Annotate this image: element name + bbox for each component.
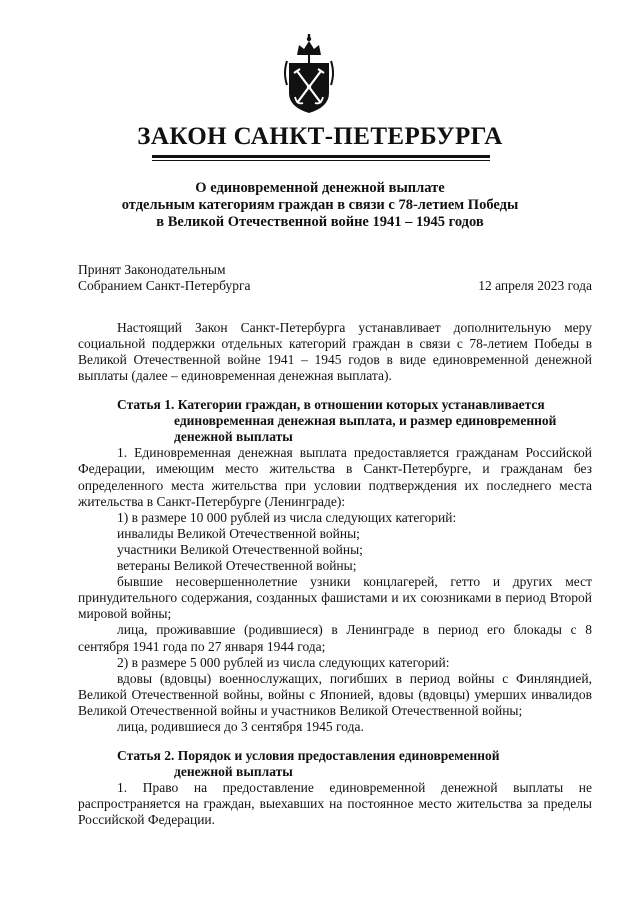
heading-line: отдельным категориям граждан в связи с 78-летием Победы [121,197,519,213]
article-title-line: Статья 1. Категории граждан, в отношении которых устанавливается [117,397,545,413]
article-paragraph: 2) в размере 5 000 рублей из числа следующих категорий: [117,654,450,670]
article-title-line: денежной выплаты [174,764,293,780]
article-paragraph: участники Великой Отечественной войны; [117,541,363,557]
article-paragraph: 1. Право на предоставление единовременной денежной выплаты не распространяется на граждан, выехавших на постоянное место жительства за пределы Российской Федерации. [78,780,592,828]
article-paragraph: 1) в размере 10 000 рублей из числа следующих категорий: [117,509,457,525]
article-1-heading [78,397,592,445]
title-divider-thick [152,155,490,158]
heading-line: в Великой Отечественной войне 1941 – 1945 годов [156,214,484,230]
adoption-date: 12 апреля 2023 года [478,278,592,293]
document-heading [60,180,580,231]
article-paragraph: бывшие несовершеннолетние узники концлагерей, гетто и других мест принудительного содержания, созданных фашистами и их союзниками в период Второй мировой войны; [78,574,592,622]
saint-petersburg-coat-of-arms-emblem [283,33,335,115]
article-paragraph: 1. Единовременная денежная выплата предоставляется гражданам Российской Федерации, имеющим место жительства в Санкт-Петербурге, и гражданам без определенного места жительства при условии подтверждения их последнего места жительства в Санкт-Петербурге (Ленинграде): [78,445,592,509]
adoption-line: Принят Законодательным [78,262,226,277]
adoption-line: Собранием Санкт-Петербурга [78,278,251,293]
adoption-note [78,262,251,294]
article-title-line: единовременная денежная выплата, и размер единовременной [174,413,557,429]
article-paragraph: вдовы (вдовцы) военнослужащих, погибших в период войны с Финляндией, Великой Отечественной войны, войны с Японией, вдовы (вдовцы) умерших инвалидов Великой Отечественной войны и участников Великой Отечественной войны; [78,670,592,718]
law-title: ЗАКОН САНКТ-ПЕТЕРБУРГА [137,123,503,150]
heading-line: О единовременной денежной выплате [195,180,445,196]
law-body [78,320,592,828]
article-title-line: денежной выплаты [174,429,293,445]
article-paragraph: инвалиды Великой Отечественной войны; [117,525,360,541]
article-2-heading [78,748,592,780]
article-title-line: Статья 2. Порядок и условия предоставления единовременной [117,748,500,764]
article-paragraph: лица, проживавшие (родившиеся) в Ленинграде в период его блокады с 8 сентября 1941 года по 27 января 1944 года; [78,622,592,654]
article-paragraph: лица, родившиеся до 3 сентября 1945 года. [117,718,364,734]
article-paragraph: ветераны Великой Отечественной войны; [117,558,357,574]
title-divider-thin [152,160,490,161]
preamble-paragraph: Настоящий Закон Санкт-Петербурга устанавливает дополнительную меру социальной поддержки отдельных категорий граждан в связи с 78-летием Победы в Великой Отечественной войне 1941 – 1945 годов в виде единовременной денежной выплаты (далее – единовременная денежная выплата). [78,320,592,384]
